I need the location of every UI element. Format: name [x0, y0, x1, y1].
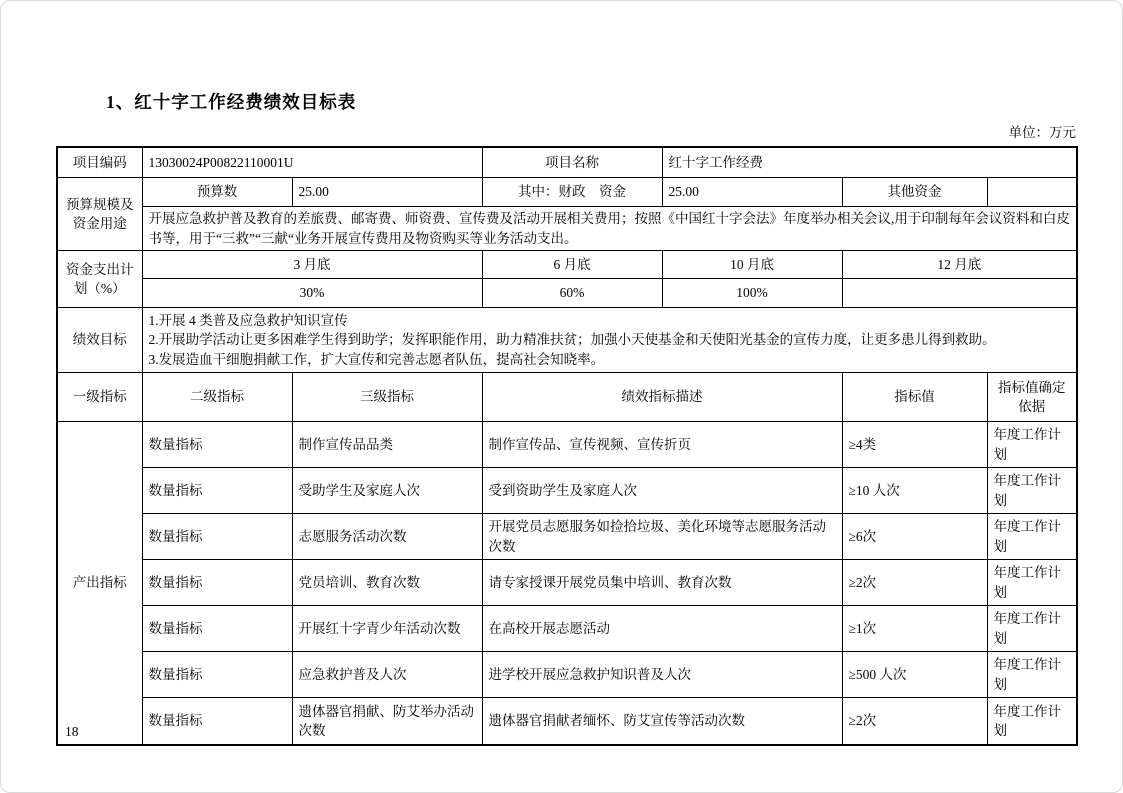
level2-cell: 数量指标 — [142, 560, 292, 606]
schedule-header-june: 6 月底 — [482, 251, 662, 279]
schedule-header-march: 3 月底 — [142, 251, 482, 279]
goal-line-3: 3.发展造血干细胞捐献工作，扩大宣传和完善志愿者队伍，提高社会知晓率。 — [148, 351, 605, 367]
goal-line-1: 1.开展 4 类普及应急救护知识宣传 — [148, 312, 348, 328]
level3-cell: 应急救护普及人次 — [292, 652, 482, 698]
level3-cell: 制作宣传品品类 — [292, 422, 482, 468]
goal-text-cell — [142, 308, 1077, 373]
level3-cell: 志愿服务活动次数 — [292, 514, 482, 560]
description-cell: 受到资助学生及家庭人次 — [482, 468, 842, 514]
project-name-label: 项目名称 — [482, 147, 662, 178]
fiscal-funds-value: 25.00 — [662, 178, 842, 207]
description-cell: 开展党员志愿服务如捡拾垃圾、美化环境等志愿服务活动次数 — [482, 514, 842, 560]
schedule-header-october: 10 月底 — [662, 251, 842, 279]
indicator-header-row — [57, 373, 1077, 422]
budget-section-label: 预算规模及资金用途 — [57, 178, 142, 251]
indicator-row — [57, 422, 1077, 468]
table-row — [57, 178, 1077, 207]
basis-cell: 年度工作计划 — [987, 560, 1077, 606]
project-code-label: 项目编码 — [57, 147, 142, 178]
description-cell: 请专家授课开展党员集中培训、教育次数 — [482, 560, 842, 606]
value-cell: ≥10 人次 — [842, 468, 987, 514]
budget-label: 预算数 — [142, 178, 292, 207]
schedule-header-december: 12 月底 — [842, 251, 1077, 279]
header-level1: 一级指标 — [57, 373, 142, 422]
value-cell: ≥500 人次 — [842, 652, 987, 698]
indicator-row — [57, 514, 1077, 560]
header-level3: 三级指标 — [292, 373, 482, 422]
description-cell: 制作宣传品、宣传视频、宣传折页 — [482, 422, 842, 468]
level3-cell: 党员培训、教育次数 — [292, 560, 482, 606]
level2-cell: 数量指标 — [142, 514, 292, 560]
header-basis: 指标值确定依据 — [987, 373, 1077, 422]
project-code-value: 13030024P00822110001U — [142, 147, 482, 178]
level2-cell: 数量指标 — [142, 698, 292, 746]
other-funds-label: 其他资金 — [842, 178, 987, 207]
value-cell: ≥2次 — [842, 560, 987, 606]
basis-cell: 年度工作计划 — [987, 514, 1077, 560]
table-row — [57, 207, 1077, 251]
other-funds-value — [987, 178, 1077, 207]
table-row — [57, 308, 1077, 373]
schedule-section-label: 资金支出计划（%） — [57, 251, 142, 308]
table-row — [57, 147, 1077, 178]
header-level2: 二级指标 — [142, 373, 292, 422]
level2-cell: 数量指标 — [142, 606, 292, 652]
table-row — [57, 251, 1077, 279]
value-cell: ≥4类 — [842, 422, 987, 468]
schedule-value-june: 60% — [482, 279, 662, 308]
budget-value: 25.00 — [292, 178, 482, 207]
basis-cell: 年度工作计划 — [987, 422, 1077, 468]
header-description: 绩效指标描述 — [482, 373, 842, 422]
description-cell: 进学校开展应急救护知识普及人次 — [482, 652, 842, 698]
basis-cell: 年度工作计划 — [987, 606, 1077, 652]
indicator-row — [57, 698, 1077, 746]
level3-cell: 受助学生及家庭人次 — [292, 468, 482, 514]
indicator-row — [57, 468, 1077, 514]
level1-group-label: 产出指标 — [57, 422, 142, 746]
basis-cell: 年度工作计划 — [987, 468, 1077, 514]
level3-cell: 开展红十字青少年活动次数 — [292, 606, 482, 652]
indicator-row — [57, 560, 1077, 606]
description-cell: 在高校开展志愿活动 — [482, 606, 842, 652]
page-number: 18 — [65, 724, 79, 739]
value-cell: ≥2次 — [842, 698, 987, 746]
goal-line-2: 2.开展助学活动让更多困难学生得到助学；发挥职能作用，助力精准扶贫；加强小天使基金和天使阳光基金的宣传力度，让更多患儿得到救助。 — [148, 332, 996, 348]
performance-target-table — [56, 146, 1078, 746]
value-cell: ≥6次 — [842, 514, 987, 560]
indicator-row — [57, 652, 1077, 698]
schedule-value-october: 100% — [662, 279, 842, 308]
level2-cell: 数量指标 — [142, 422, 292, 468]
goal-section-label: 绩效目标 — [57, 308, 142, 373]
fund-usage-text: 开展应急救护普及教育的差旅费、邮寄费、师资费、宣传费及活动开展相关费用；按照《中国红十字会法》年度举办相关会议,用于印制每年会议资料和白皮书等，用于“三救”“三献“业务开展宣传费用及物资购买等业务活动支出。 — [142, 207, 1077, 251]
schedule-value-march: 30% — [142, 279, 482, 308]
description-cell: 遗体器官捐献者缅怀、防艾宣传等活动次数 — [482, 698, 842, 746]
level2-cell: 数量指标 — [142, 652, 292, 698]
basis-cell: 年度工作计划 — [987, 698, 1077, 746]
table-row — [57, 279, 1077, 308]
level2-cell: 数量指标 — [142, 468, 292, 514]
page-title: 1、红十字工作经费绩效目标表 — [106, 92, 357, 112]
fiscal-funds-label: 其中：财政 资金 — [482, 178, 662, 207]
project-name-value: 红十字工作经费 — [662, 147, 1077, 178]
level3-cell: 遗体器官捐献、防艾举办活动次数 — [292, 698, 482, 746]
header-value: 指标值 — [842, 373, 987, 422]
schedule-value-december — [842, 279, 1077, 308]
basis-cell: 年度工作计划 — [987, 652, 1077, 698]
indicator-row — [57, 606, 1077, 652]
value-cell: ≥1次 — [842, 606, 987, 652]
unit-label: 单位：万元 — [1008, 125, 1076, 140]
